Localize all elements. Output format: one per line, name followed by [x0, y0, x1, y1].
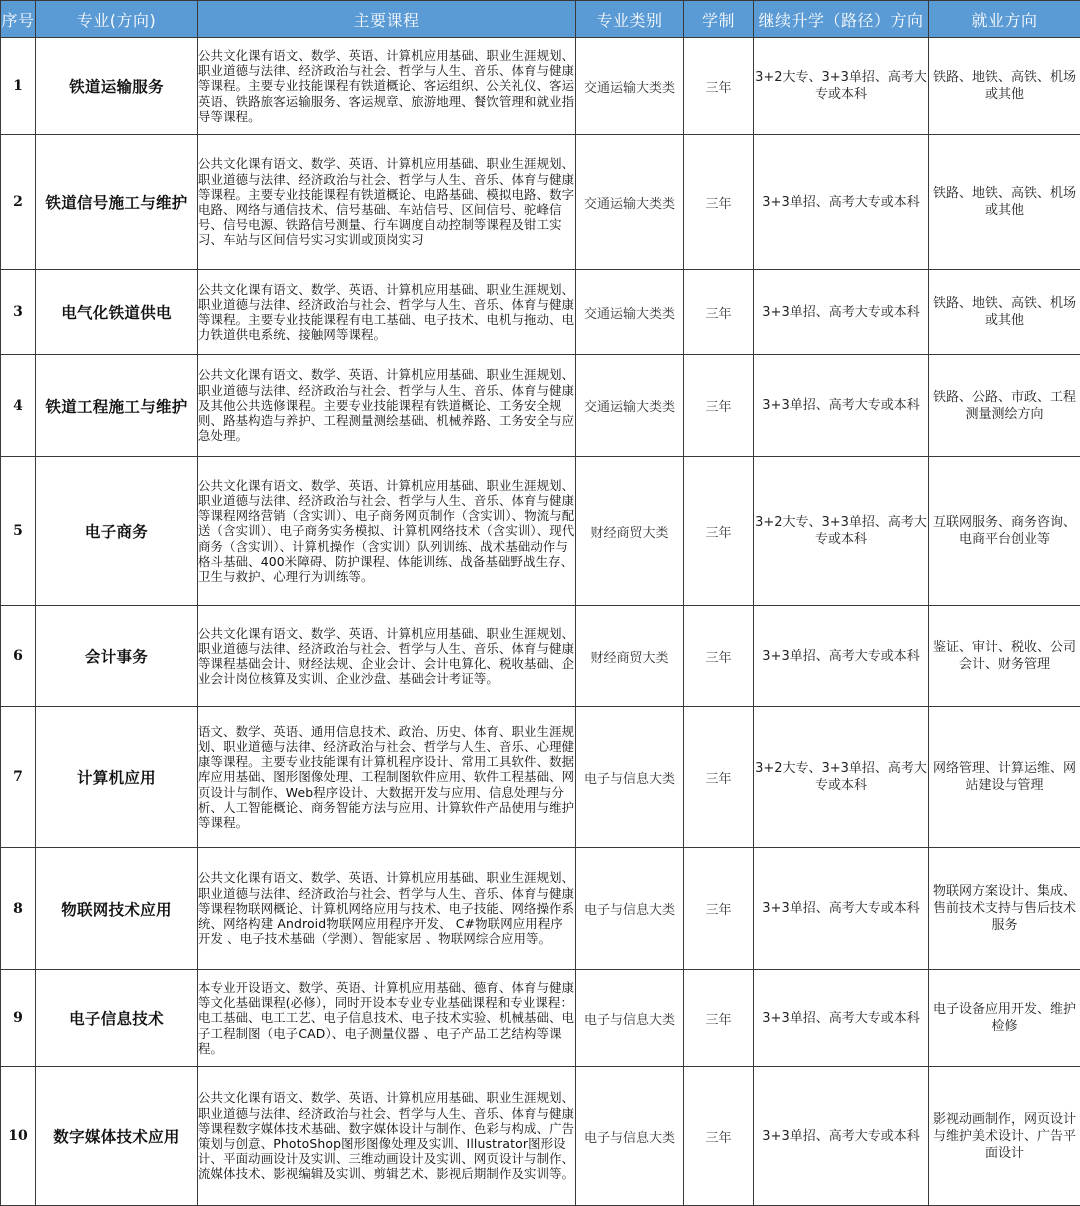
years-cell: 三年	[684, 1067, 754, 1206]
category-cell: 电子与信息大类	[576, 707, 684, 848]
years-cell: 三年	[684, 38, 754, 135]
courses-cell: 公共文化课有语文、数学、英语、计算机应用基础、职业生涯规划、职业道德与法律、经济政治与社会、哲学与人生、音乐、体育与健康及其他公共选修课程。主要专业技能课程有铁道概论、工务安全规则、路基构造与养护、工程测量测绘基础、机械养路、工务安全与应急处理。	[198, 355, 576, 457]
category-cell: 交通运输大类类	[576, 270, 684, 355]
major-name: 物联网技术应用	[36, 848, 198, 970]
years-cell: 三年	[684, 848, 754, 970]
courses-cell: 公共文化课有语文、数学、英语、计算机应用基础、职业生涯规划、职业道德与法律、经济政治与社会、哲学与人生、音乐、体育与健康等课程数字媒体技术基础、数字媒体设计与制作、色彩与构成、广告策划与创意、PhotoShop图形图像处理及实训、Illustrator图形设计、平面动画设计及实训、三维动画设计及实训、网页设计与制作、流媒体技术、影视编辑及实训、剪辑艺术、影视后期制作及实训等。	[198, 1067, 576, 1206]
further-study-cell: 3+3单招、高考大专或本科	[754, 270, 929, 355]
employment-cell: 鉴证、审计、税收、公司会计、财务管理	[929, 606, 1080, 707]
column-header-years: 学制	[684, 1, 754, 38]
category-cell: 交通运输大类类	[576, 355, 684, 457]
row-index: 1	[1, 38, 36, 135]
category-cell: 电子与信息大类	[576, 970, 684, 1067]
employment-cell: 铁路、地铁、高铁、机场或其他	[929, 135, 1080, 270]
row-index: 4	[1, 355, 36, 457]
employment-cell: 互联网服务、商务咨询、电商平台创业等	[929, 457, 1080, 606]
major-name: 计算机应用	[36, 707, 198, 848]
table-row	[1, 1067, 1080, 1206]
employment-cell: 铁路、地铁、高铁、机场或其他	[929, 270, 1080, 355]
years-cell: 三年	[684, 270, 754, 355]
row-index: 2	[1, 135, 36, 270]
column-header-further-study: 继续升学（路径）方向	[754, 1, 929, 38]
category-cell: 交通运输大类类	[576, 38, 684, 135]
courses-cell: 公共文化课有语文、数学、英语、计算机应用基础、职业生涯规划、职业道德与法律、经济政治与社会、哲学与人生、音乐、体育与健康等课程。主要专业技能课程有铁道概论、电路基础、模拟电路、数字电路、网络与通信技术、信号基础、车站信号、区间信号、驼峰信号、信号电源、铁路信号测量、行车调度自动控制等课程及钳工实习、车站与区间信号实习实训或顶岗实习	[198, 135, 576, 270]
employment-cell: 影视动画制作，网页设计与维护美术设计、广告平面设计	[929, 1067, 1080, 1206]
table-row	[1, 707, 1080, 848]
major-name: 数字媒体技术应用	[36, 1067, 198, 1206]
courses-cell: 本专业开设语文、数学、英语、计算机应用基础、德育、体育与健康等文化基础课程(必修），同时开设本专业专业基础课程和专业课程：电工基础、电工工艺、电子信息技术、电子技术实验、机械基础、电子工程制图（电子CAD）、电子测量仪器 、电子产品工艺结构等课程。	[198, 970, 576, 1067]
employment-cell: 网络管理、计算运维、网站建设与管理	[929, 707, 1080, 848]
years-cell: 三年	[684, 355, 754, 457]
employment-cell: 电子设备应用开发、维护检修	[929, 970, 1080, 1067]
column-header-category: 专业类别	[576, 1, 684, 38]
major-name: 电子商务	[36, 457, 198, 606]
category-cell: 财经商贸大类	[576, 606, 684, 707]
years-cell: 三年	[684, 135, 754, 270]
major-name: 铁道工程施工与维护	[36, 355, 198, 457]
row-index: 6	[1, 606, 36, 707]
further-study-cell: 3+3单招、高考大专或本科	[754, 1067, 929, 1206]
row-index: 10	[1, 1067, 36, 1206]
column-header-employment: 就业方向	[929, 1, 1080, 38]
table-row	[1, 270, 1080, 355]
major-name: 铁道运输服务	[36, 38, 198, 135]
row-index: 8	[1, 848, 36, 970]
major-name: 铁道信号施工与维护	[36, 135, 198, 270]
further-study-cell: 3+2大专、3+3单招、高考大专或本科	[754, 38, 929, 135]
category-cell: 交通运输大类类	[576, 135, 684, 270]
table-row	[1, 355, 1080, 457]
header-row	[1, 1, 1080, 38]
courses-cell: 公共文化课有语文、数学、英语、计算机应用基础、职业生涯规划、职业道德与法律、经济政治与社会、哲学与人生、音乐、体育与健康等课程物联网概论、计算机网络应用与技术、电子技能、网络操作系统、网络构建 Android物联网应用程序开发、 C#物联网应用程序开发 、电子技术基础（学测）、智能家居 、物联网综合应用等。	[198, 848, 576, 970]
further-study-cell: 3+2大专、3+3单招、高考大专或本科	[754, 457, 929, 606]
further-study-cell: 3+3单招、高考大专或本科	[754, 355, 929, 457]
employment-cell: 铁路、公路、市政、工程测量测绘方向	[929, 355, 1080, 457]
column-header-courses: 主要课程	[198, 1, 576, 38]
table-row	[1, 457, 1080, 606]
further-study-cell: 3+2大专、3+3单招、高考大专或本科	[754, 707, 929, 848]
years-cell: 三年	[684, 606, 754, 707]
row-index: 7	[1, 707, 36, 848]
years-cell: 三年	[684, 970, 754, 1067]
row-index: 9	[1, 970, 36, 1067]
years-cell: 三年	[684, 707, 754, 848]
category-cell: 电子与信息大类	[576, 1067, 684, 1206]
courses-cell: 公共文化课有语文、数学、英语、计算机应用基础、职业生涯规划、职业道德与法律、经济政治与社会、哲学与人生、音乐、体育与健康等课程网络营销（含实训）、电子商务网页制作（含实训）、物流与配送（含实训）、电子商务实务模拟、计算机网络技术（含实训）、现代商务（含实训）、计算机操作（含实训）队列训练、战术基础动作与格斗基础、400米障碍、防护课程、体能训练、战备基础野战生存、卫生与救护、心理行为训练等。	[198, 457, 576, 606]
category-cell: 电子与信息大类	[576, 848, 684, 970]
table-row	[1, 606, 1080, 707]
column-header-index: 序号	[1, 1, 36, 38]
category-cell: 财经商贸大类	[576, 457, 684, 606]
table-row	[1, 848, 1080, 970]
courses-cell: 公共文化课有语文、数学、英语、计算机应用基础、职业生涯规划、职业道德与法律、经济政治与社会、哲学与人生、音乐、体育与健康等课程。主要专业技能课程有电工基础、电子技术、电机与拖动、电力铁道供电系统、接触网等课程。	[198, 270, 576, 355]
table-row	[1, 135, 1080, 270]
further-study-cell: 3+3单招、高考大专或本科	[754, 970, 929, 1067]
further-study-cell: 3+3单招、高考大专或本科	[754, 135, 929, 270]
further-study-cell: 3+3单招、高考大专或本科	[754, 848, 929, 970]
major-name: 电子信息技术	[36, 970, 198, 1067]
row-index: 3	[1, 270, 36, 355]
column-header-major: 专业(方向)	[36, 1, 198, 38]
courses-cell: 公共文化课有语文、数学、英语、计算机应用基础、职业生涯规划、职业道德与法律、经济政治与社会、哲学与人生、音乐、体育与健康等课程。主要专业技能课程有铁道概论、客运组织、公关礼仪、客运英语、铁路旅客运输服务、客运规章、旅游地理、餐饮管理和就业指导等课程。	[198, 38, 576, 135]
further-study-cell: 3+3单招、高考大专或本科	[754, 606, 929, 707]
table-row	[1, 970, 1080, 1067]
employment-cell: 铁路、地铁、高铁、机场或其他	[929, 38, 1080, 135]
row-index: 5	[1, 457, 36, 606]
major-name: 会计事务	[36, 606, 198, 707]
major-name: 电气化铁道供电	[36, 270, 198, 355]
courses-cell: 语文、数学、英语、通用信息技术、政治、历史、体育、职业生涯规划、职业道德与法律、经济政治与社会、哲学与人生、音乐、心理健康等课程。主要专业技能课有计算机程序设计、常用工具软件、数据库应用基础、图形图像处理、工程制图软件应用、软件工程基础、网页设计与制作、Web程序设计、大数据开发与应用、信息处理与分析、人工智能概论、商务智能方法与应用、计算软件产品使用与维护等课程。	[198, 707, 576, 848]
employment-cell: 物联网方案设计、集成、售前技术支持与售后技术服务	[929, 848, 1080, 970]
table-row	[1, 38, 1080, 135]
courses-cell: 公共文化课有语文、数学、英语、计算机应用基础、职业生涯规划、职业道德与法律、经济政治与社会、哲学与人生、音乐、体育与健康等课程基础会计、财经法规、企业会计、会计电算化、税收基础、企业会计岗位核算及实训、企业沙盘、基础会计考证等。	[198, 606, 576, 707]
years-cell: 三年	[684, 457, 754, 606]
